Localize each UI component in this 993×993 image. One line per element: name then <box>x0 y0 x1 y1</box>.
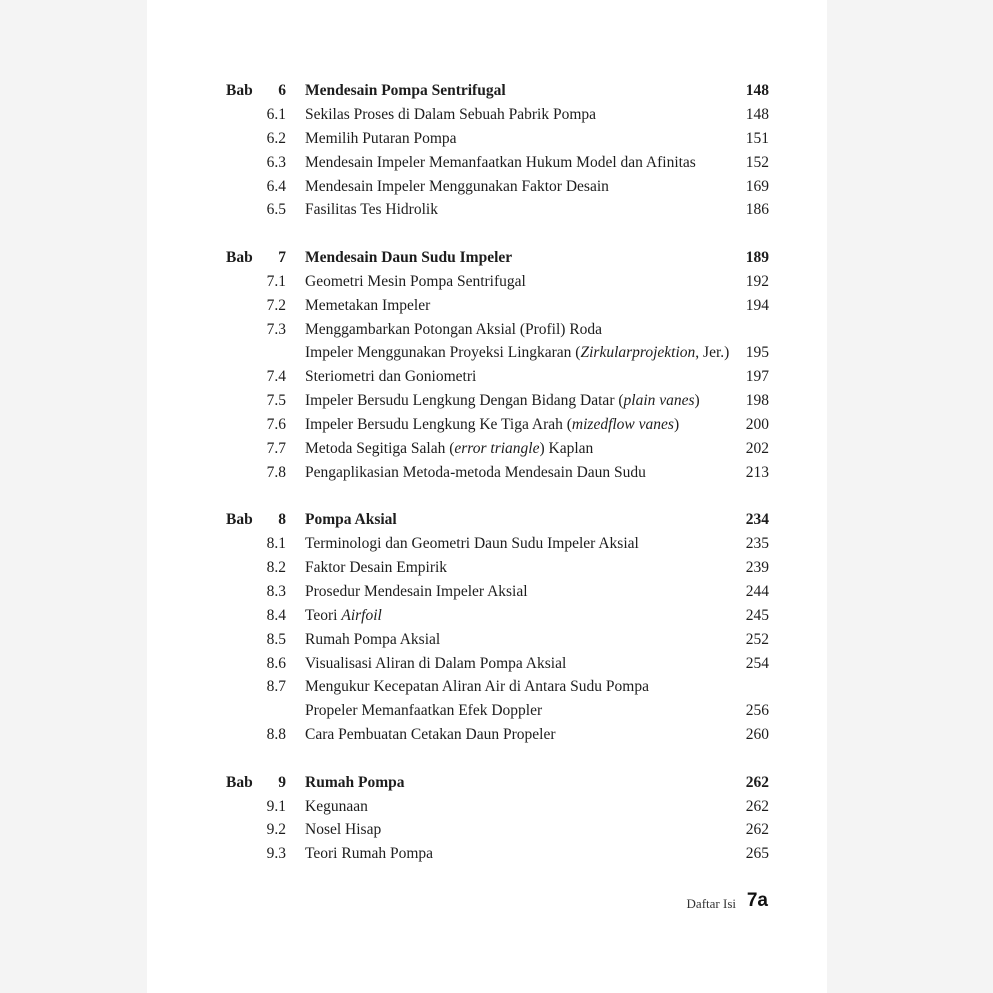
section-title-text: Pengaplikasian Metoda-metoda Mendesain Daun Sudu <box>305 463 646 481</box>
footer-section-label: Daftar Isi <box>686 896 736 911</box>
chapter-label: Bab <box>226 511 253 529</box>
section-title-text: Prosedur Mendesain Impeler Aksial <box>305 582 528 600</box>
section-number: 8.1 <box>266 535 286 553</box>
section-title-text: Mendesain Impeler Memanfaatkan Hukum Model dan Afinitas <box>305 153 696 171</box>
chapter-block <box>226 508 769 747</box>
section-page-number: 194 <box>745 296 769 314</box>
section-page-number: 262 <box>745 797 769 815</box>
section-row[interactable] <box>226 818 769 842</box>
section-title <box>305 628 440 652</box>
section-number: 7.4 <box>266 368 286 386</box>
chapter-title: Pompa Aksial <box>305 511 397 529</box>
section-page-number: 148 <box>745 105 769 123</box>
chapter-label: Bab <box>226 773 253 791</box>
chapter-page-number: 189 <box>745 248 769 266</box>
section-number: 6.1 <box>266 105 286 123</box>
section-page-number: 192 <box>745 272 769 290</box>
section-row[interactable] <box>226 628 769 652</box>
chapter-page-number: 148 <box>745 82 769 99</box>
section-number: 9.3 <box>266 845 286 863</box>
section-title-text: Geometri Mesin Pompa Sentrifugal <box>305 272 526 290</box>
section-title <box>305 198 438 222</box>
section-page-number: 256 <box>745 702 769 720</box>
section-row[interactable] <box>226 389 769 413</box>
section-title-text: Mendesain Impeler Menggunakan Faktor Desain <box>305 177 609 195</box>
section-title <box>305 461 646 485</box>
section-row[interactable] <box>226 175 769 199</box>
section-number: 8.8 <box>266 726 286 744</box>
chapter-title: Rumah Pompa <box>305 773 405 791</box>
section-number: 8.4 <box>266 606 286 624</box>
section-page-number: 195 <box>745 344 769 362</box>
section-row[interactable] <box>226 103 769 127</box>
section-title <box>305 699 542 723</box>
section-title-text: Menggambarkan Potongan Aksial (Profil) Roda <box>305 320 603 338</box>
section-row[interactable] <box>226 795 769 819</box>
section-title-text: Impeler Menggunakan Proyeksi Lingkaran ( <box>305 344 581 362</box>
section-title-text: Kegunaan <box>305 797 368 815</box>
section-row[interactable] <box>226 413 769 437</box>
section-page-number: 262 <box>745 821 769 839</box>
section-number: 6.4 <box>266 177 286 195</box>
section-title-italic: Airfoil <box>341 606 382 624</box>
section-title <box>305 365 476 389</box>
section-row[interactable] <box>226 294 769 318</box>
section-number: 7.1 <box>266 272 286 290</box>
section-title-italic: Zirkularprojektion <box>580 344 696 362</box>
section-row[interactable] <box>226 365 769 389</box>
section-row[interactable] <box>226 723 769 747</box>
footer-page-number: 7a <box>746 890 768 911</box>
chapter-number: 8 <box>278 511 286 529</box>
section-number: 7.5 <box>266 392 286 410</box>
section-title-text: Propeler Memanfaatkan Efek Doppler <box>305 702 543 720</box>
chapter-block <box>226 79 769 222</box>
section-page-number: 202 <box>745 439 769 457</box>
section-page-number: 252 <box>745 630 769 648</box>
section-title <box>305 341 729 365</box>
section-number: 9.2 <box>266 821 286 839</box>
section-title-text: Steriometri dan Goniometri <box>305 368 477 386</box>
section-title <box>305 127 457 151</box>
section-title <box>305 318 602 342</box>
chapter-label: Bab <box>226 82 253 99</box>
section-page-number: 200 <box>745 416 769 434</box>
section-title-text: Teori Rumah Pompa <box>305 845 434 863</box>
section-title-italic: error triangle <box>454 439 540 457</box>
chapter-title: Mendesain Pompa Sentrifugal <box>305 82 506 99</box>
section-row[interactable] <box>226 532 769 556</box>
section-title <box>305 652 566 676</box>
section-number: 7.2 <box>266 296 286 314</box>
section-row[interactable] <box>226 437 769 461</box>
section-number: 8.3 <box>266 582 286 600</box>
section-title <box>305 151 696 175</box>
section-title <box>305 580 528 604</box>
section-page-number: 213 <box>745 463 769 481</box>
section-title <box>305 532 639 556</box>
section-row[interactable] <box>226 842 769 866</box>
section-title <box>305 294 430 318</box>
section-number: 8.2 <box>266 559 286 577</box>
section-title-text: Nosel Hisap <box>305 821 382 839</box>
section-title <box>305 175 609 199</box>
section-title-text: , Jer.) <box>695 344 730 362</box>
chapter-block <box>226 771 769 867</box>
page-footer <box>680 889 770 917</box>
chapter-number: 7 <box>278 248 286 266</box>
section-number: 6.2 <box>266 129 286 147</box>
chapter-block <box>226 246 769 485</box>
chapter-title: Mendesain Daun Sudu Impeler <box>305 248 513 266</box>
section-row[interactable] <box>226 341 769 365</box>
section-title-text: Rumah Pompa Aksial <box>305 630 441 648</box>
section-number: 7.6 <box>266 416 286 434</box>
section-page-number: 198 <box>745 392 769 410</box>
section-row[interactable] <box>226 198 769 222</box>
section-row[interactable] <box>226 675 769 699</box>
section-page-number: 239 <box>745 559 769 577</box>
section-row[interactable] <box>226 556 769 580</box>
section-title-text: Metoda Segitiga Salah ( <box>305 439 455 457</box>
section-title-text: Terminologi dan Geometri Daun Sudu Impeler Aksial <box>305 535 639 553</box>
chapter-heading-row[interactable] <box>226 508 769 532</box>
section-title <box>305 795 368 819</box>
section-page-number: 244 <box>745 582 769 600</box>
section-title-text: Cara Pembuatan Cetakan Daun Propeler <box>305 726 556 744</box>
section-title-text: Mengukur Kecepatan Aliran Air di Antara Sudu Pompa <box>305 678 649 696</box>
section-page-number: 254 <box>745 654 769 672</box>
section-row[interactable] <box>226 652 769 676</box>
chapter-number: 6 <box>278 82 286 99</box>
section-number: 7.3 <box>266 320 286 338</box>
section-title <box>305 723 556 747</box>
section-row[interactable] <box>226 318 769 342</box>
chapter-page-number: 262 <box>745 773 769 791</box>
section-page-number: 235 <box>745 535 769 553</box>
section-title <box>305 675 649 699</box>
chapter-number: 9 <box>278 773 286 791</box>
section-page-number: 186 <box>745 201 769 219</box>
section-number: 6.3 <box>266 153 286 171</box>
section-title <box>305 437 593 461</box>
chapter-heading-row[interactable] <box>226 79 769 103</box>
section-number: 7.7 <box>266 439 286 457</box>
section-title-text: ) <box>673 416 680 434</box>
section-title-text: Visualisasi Aliran di Dalam Pompa Aksial <box>305 654 567 672</box>
section-title-text: ) Kaplan <box>539 439 594 457</box>
section-page-number: 151 <box>745 129 769 147</box>
section-title-italic: plain vanes <box>623 392 695 410</box>
section-row[interactable] <box>226 699 769 723</box>
chapter-heading-row[interactable] <box>226 771 769 795</box>
section-title-text: Impeler Bersudu Lengkung Ke Tiga Arah ( <box>305 416 572 434</box>
section-row[interactable] <box>226 604 769 628</box>
table-of-contents <box>226 79 769 890</box>
section-page-number: 260 <box>745 726 769 744</box>
section-title <box>305 413 679 437</box>
section-number: 6.5 <box>266 201 286 219</box>
section-title <box>305 604 382 628</box>
section-title-text: ) <box>694 392 700 410</box>
section-title <box>305 270 526 294</box>
section-title-italic: mizedflow vanes <box>571 416 674 434</box>
section-row[interactable] <box>226 127 769 151</box>
section-title <box>305 103 596 127</box>
section-title-text: Impeler Bersudu Lengkung Dengan Bidang Datar ( <box>305 392 624 410</box>
section-number: 7.8 <box>266 463 286 481</box>
chapter-page-number: 234 <box>745 511 769 529</box>
section-title-text: Teori <box>305 606 342 624</box>
section-page-number: 169 <box>745 177 769 195</box>
section-number: 8.5 <box>266 630 286 648</box>
chapter-heading-row[interactable] <box>226 246 769 270</box>
section-title-text: Faktor Desain Empirik <box>305 559 448 577</box>
section-row[interactable] <box>226 461 769 485</box>
section-row[interactable] <box>226 151 769 175</box>
section-number: 8.6 <box>266 654 286 672</box>
section-number: 9.1 <box>266 797 286 815</box>
section-row[interactable] <box>226 580 769 604</box>
section-title-text: Sekilas Proses di Dalam Sebuah Pabrik Pompa <box>305 105 597 123</box>
section-number: 8.7 <box>266 678 286 696</box>
chapter-label: Bab <box>226 248 253 266</box>
section-page-number: 197 <box>745 368 769 386</box>
section-row[interactable] <box>226 270 769 294</box>
section-title-text: Fasilitas Tes Hidrolik <box>305 201 438 219</box>
section-title <box>305 389 700 413</box>
section-page-number: 152 <box>745 153 769 171</box>
section-title <box>305 818 381 842</box>
section-page-number: 245 <box>745 606 769 624</box>
section-title <box>305 556 447 580</box>
section-title-text: Memilih Putaran Pompa <box>305 129 457 147</box>
section-page-number: 265 <box>745 845 769 863</box>
section-title-text: Memetakan Impeler <box>305 296 431 314</box>
section-title <box>305 842 433 866</box>
